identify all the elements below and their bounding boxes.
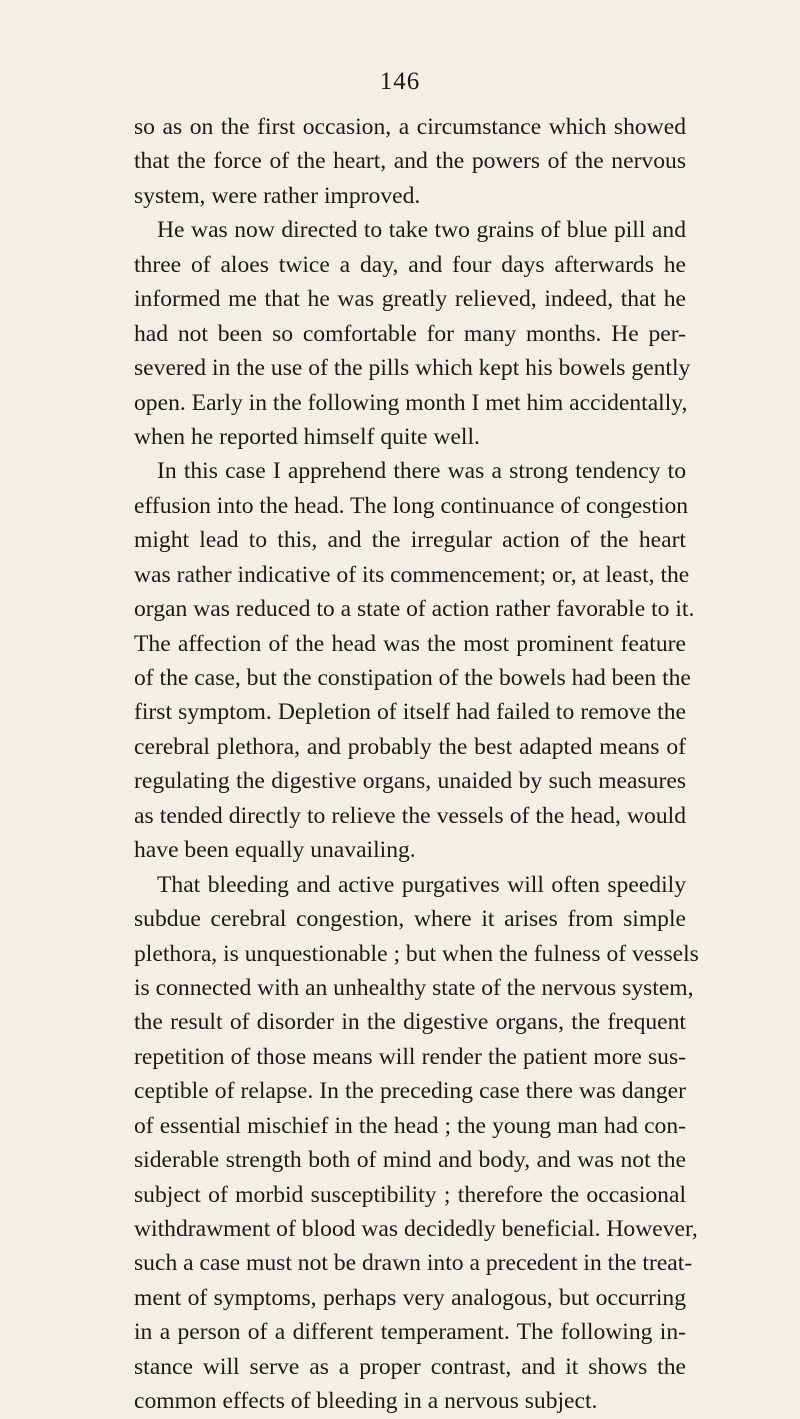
body-text <box>134 110 699 1419</box>
text-line: plethora, is unquestionable ; but when the fulness of vessels <box>134 940 699 967</box>
text-line: in a person of a different temperament. The following in- <box>134 1319 686 1346</box>
text-line: was rather indicative of its commencement; or, at least, the <box>134 561 690 588</box>
text-line: effusion into the head. The long continuance of congestion <box>134 492 689 519</box>
text-line: three of aloes twice a day, and four days afterwards he <box>134 251 686 278</box>
text-line: He was now directed to take two grains of blue pill and <box>157 217 686 244</box>
text-line: is connected with an unhealthy state of the nervous system, <box>134 974 694 1001</box>
text-line: might lead to this, and the irregular action of the heart <box>134 527 686 554</box>
text-line: open. Early in the following month I met him accidentally, <box>134 389 688 416</box>
text-line: subdue cerebral congestion, where it arises from simple <box>134 906 686 933</box>
text-line: when he reported himself quite well. <box>134 423 480 450</box>
text-line: first symptom. Depletion of itself had failed to remove the <box>134 699 686 726</box>
text-line: siderable strength both of mind and body, and was not the <box>134 1147 686 1174</box>
text-line: In this case I apprehend there was a strong tendency to <box>157 458 686 485</box>
text-line: common effects of bleeding in a nervous subject. <box>134 1388 598 1415</box>
text-line: of essential mischief in the head ; the young man had con- <box>134 1112 686 1139</box>
text-line: regulating the digestive organs, unaided by such measures <box>134 768 686 795</box>
text-line: cerebral plethora, and probably the best adapted means of <box>134 733 686 760</box>
page-number: 146 <box>379 68 421 95</box>
text-line: repetition of those means will render the patient more sus- <box>134 1043 686 1070</box>
text-line: have been equally unavailing. <box>134 837 416 864</box>
text-line: so as on the first occasion, a circumstance which showed <box>134 114 686 140</box>
text-line: of the case, but the constipation of the bowels had been the <box>134 665 691 691</box>
text-line: that the force of the heart, and the powers of the nervous <box>134 148 686 175</box>
text-line: stance will serve as a proper contrast, and it shows the <box>134 1353 686 1380</box>
text-line: withdrawment of blood was decidedly beneficial. However, <box>134 1216 698 1242</box>
text-line: such a case must not be drawn into a precedent in the treat- <box>134 1250 693 1277</box>
text-line: system, were rather improved. <box>134 182 421 209</box>
text-line: subject of morbid susceptibility ; therefore the occasional <box>134 1181 686 1208</box>
text-line: the result of disorder in the digestive organs, the frequent <box>134 1009 686 1036</box>
text-line: organ was reduced to a state of action rather favorable to it. <box>134 596 695 623</box>
text-line: ment of symptoms, perhaps very analogous, but occurring <box>134 1284 686 1311</box>
text-line: severed in the use of the pills which kept his bowels gently <box>134 355 691 382</box>
text-line: had not been so comfortable for many months. He per- <box>134 320 686 347</box>
text-line: informed me that he was greatly relieved, indeed, that he <box>134 286 686 313</box>
text-line: That bleeding and active purgatives will often speedily <box>157 871 686 898</box>
text-line: ceptible of relapse. In the preceding case there was danger <box>134 1078 686 1105</box>
text-line: The affection of the head was the most prominent feature <box>134 630 686 657</box>
text-line: as tended directly to relieve the vessels of the head, would <box>134 802 686 829</box>
